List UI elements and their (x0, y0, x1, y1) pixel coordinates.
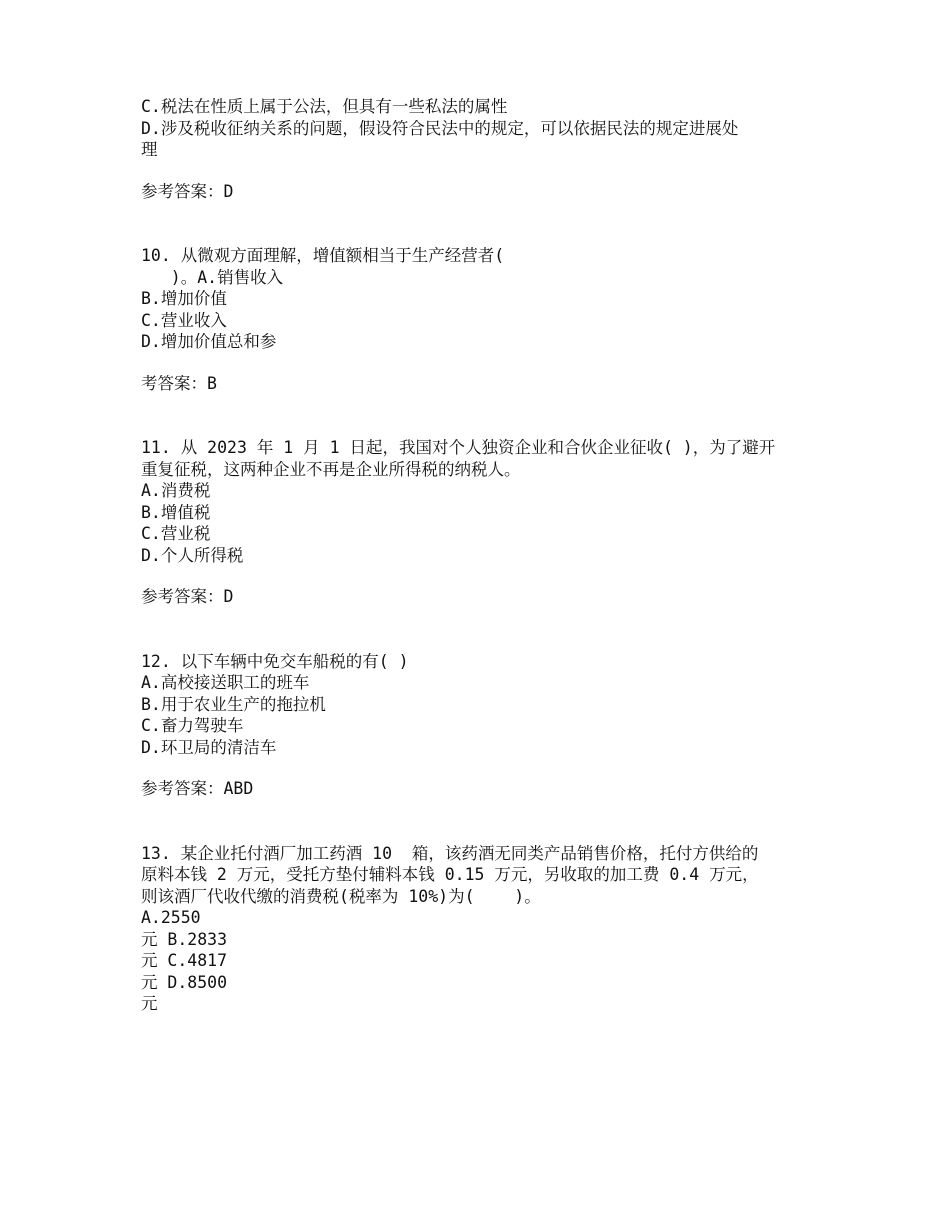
answer-12: 参考答案：ABD (141, 779, 254, 798)
option-c: 元 C.4817 (141, 951, 228, 970)
question-13 (141, 843, 821, 1015)
option-a: A.消费税 (141, 481, 211, 500)
question-11-stem-cont: 重复征税，这两种企业不再是企业所得税的纳税人。 (141, 459, 521, 479)
question-11-stem: 11. 从 2023 年 1 月 1 日起，我国对个人独资企业和合伙企业征收( )，为了避开 (141, 438, 776, 457)
option-d: D.涉及税收征纳关系的问题，假设符合民法中的规定，可以依据民法的规定进展处 (141, 118, 739, 138)
option-a: A.高校接送职工的班车 (141, 673, 310, 692)
question-12 (141, 651, 821, 800)
option-a: A.2550 (141, 908, 201, 927)
option-d-unit: 元 (141, 994, 158, 1013)
option-c: C.营业税 (141, 524, 211, 543)
option-d: D.环卫局的清洁车 (141, 737, 277, 757)
option-d: 元 D.8500 (141, 972, 228, 992)
option-b: B.用于农业生产的拖拉机 (141, 694, 326, 714)
question-13-stem-cont-2: 则该酒厂代收代缴的消费税(税率为 10%)为( )。 (141, 886, 541, 906)
option-c: C.营业收入 (141, 310, 227, 330)
question-9-continuation (141, 96, 821, 202)
question-13-stem: 13. 某企业托付酒厂加工药酒 10 箱，该药酒无同类产品销售价格，托付方供给的 (141, 843, 759, 863)
option-d-wrap: 理 (141, 140, 158, 159)
question-13-stem-cont-1: 原料本钱 2 万元，受托方垫付辅料本钱 0.15 万元，另收取的加工费 0.4 万元， (141, 865, 759, 884)
option-d: D.个人所得税 (141, 545, 244, 565)
answer-11: 参考答案：D (141, 587, 234, 606)
answer-10: 考答案：B (141, 373, 217, 393)
option-b: B.增加价值 (141, 289, 227, 308)
question-10-stem: 10. 从微观方面理解，增值额相当于生产经营者( (141, 246, 505, 265)
question-12-stem: 12. 以下车辆中免交车船税的有( ) (141, 651, 409, 671)
option-d: D.增加价值总和参 (141, 332, 277, 351)
option-b: B.增值税 (141, 502, 211, 522)
option-b: 元 B.2833 (141, 929, 228, 949)
document-page (141, 96, 821, 1015)
option-c: C.税法在性质上属于公法，但具有一些私法的属性 (141, 97, 508, 116)
option-c: C.畜力驾驶车 (141, 716, 244, 735)
question-10-stem-cont: )。A.销售收入 (141, 267, 284, 287)
question-11 (141, 437, 821, 608)
question-10 (141, 245, 821, 394)
answer-9: 参考答案：D (141, 181, 234, 201)
